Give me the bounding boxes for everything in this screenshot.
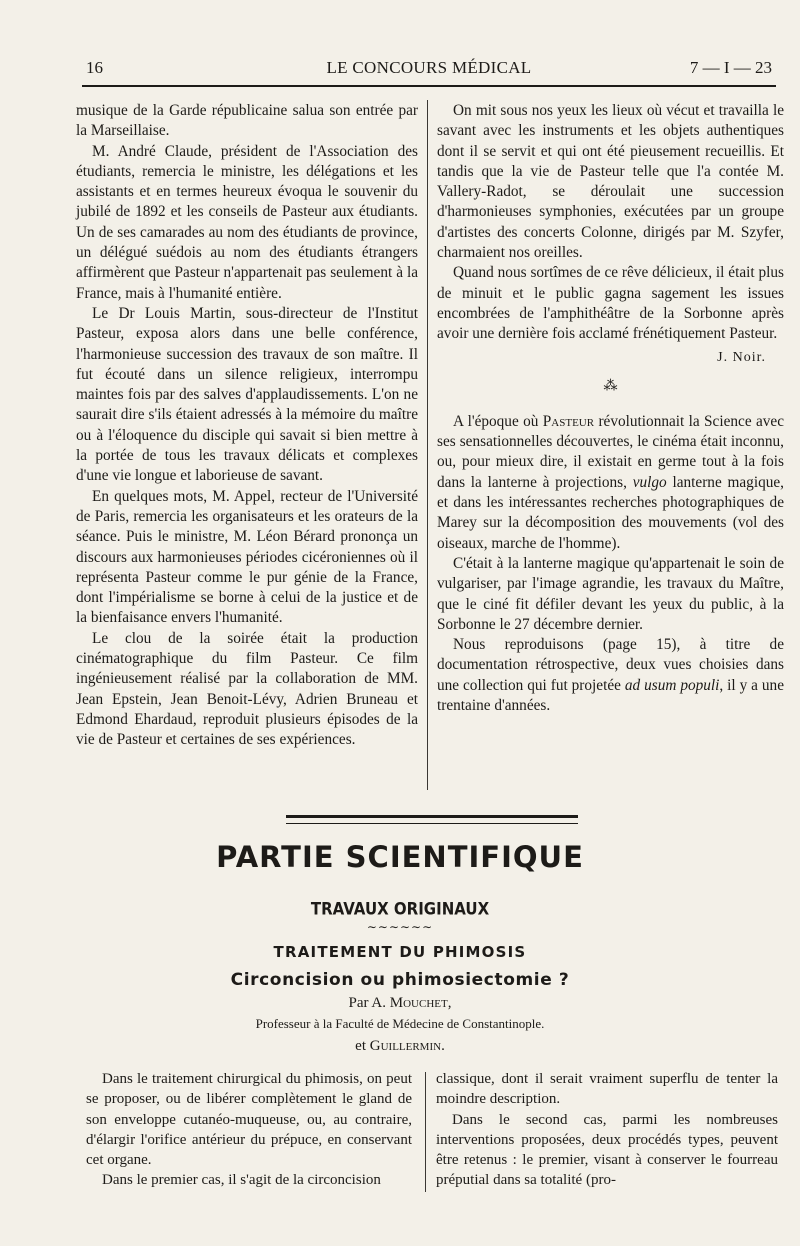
page-number: 16 [86,58,103,77]
journal-title: LE CONCOURS MÉDICAL [326,58,532,77]
paragraph: Dans le premier cas, il s'agit de la circoncision [102,1172,381,1189]
paragraph: Le clou de la soirée était la production cinématographique du film Pasteur. Ce film ingénieusement réalisé par la collaboration de MM. Jean Epstein, Jean Benoit-Lévy, Adrien Bruneau et Edmond Ehardaud, reproduit plusieurs épisodes de la vie de Pasteur et certaines de ses expériences. [76,629,418,749]
section-ornament-rule [286,815,578,824]
paragraph: A l'époque où Pasteur révolutionnait la Science avec ses sensationnelles découvertes, le cinéma était inconnu, ou, pour mieux dire, il existait en germe tout à la fois dans la lanterne à projections, vulgo lanterne magique, et dans les intéressantes recherches photographiques de Marey sur la décomposition des mouvements (vol des oiseaux, marche de l'homme). [437,412,785,552]
paragraph: classique, dont il serait vraiment superflu de tenter la moindre description. [436,1071,778,1108]
section-title: PARTIE SCIENTIFIQUE [216,840,584,874]
column-divider [425,1072,426,1192]
running-header [86,58,772,82]
paragraph: En quelques mots, M. Appel, recteur de l'Université de Paris, remercia les organisateurs et les orateurs de la séance. Puis le ministre, M. Léon Bérard prononça un discours aux harmonieuses périodes cicéroniennes où il représenta Pasteur comme le pur génie de la France, dont l'impérialisme se borne à celui de la justice et de la bienfaisance envers l'humanité. [76,487,418,627]
paragraph: Dans le traitement chirurgical du phimosis, on peut se proposer, ou de libérer complètement le gland de son enveloppe cutanéo-muqueuse, ou, au contraire, d'élargir l'orifice antérieur du prépuce, en conservant cet organe. [86,1071,412,1169]
paragraph: On mit sous nos yeux les lieux où vécut et travailla le savant avec les instruments et les objets authentiques dont il se servit et qui ont été pieusement recueillis. Et tandis que la vie de Pasteur telle que l'a contée M. Vallery-Radot, se déroulait une succession d'harmonieuses symphonies, exécutées par un groupe d'artistes des concerts Colonne, dirigés par M. Szyfer, charmaient nos oreilles. [437,102,784,262]
paragraph: Le Dr Louis Martin, sous-directeur de l'Institut Pasteur, exposa alors dans une belle conférence, l'harmonieuse succession des travaux de son maître. Il fut écouté dans un silence religieux, interrompu maintes fois par des salves d'applaudissements. L'on ne saurait dire s'ils étaient adressés à la mémoire du maître ou à l'éloquence du disciple qui savait si bien mettre à la portée de tous les travaux délicats et complexes d'une vie longue et laborieuse de savant. [76,304,418,485]
wave-ornament: ∼∼∼∼∼∼ [366,920,434,934]
article-subtitle: Circoncision ou phimosiectomie ? [230,970,570,990]
article-title: TRAITEMENT DU PHIMOSIS [273,943,527,961]
author-name: Mouchet, [389,995,452,1011]
section-subtitle: TRAVAUX ORIGINAUX [310,899,490,919]
left-column [76,101,418,751]
article-left-column [86,1069,412,1191]
issue-date: 7 — I — 23 [689,58,772,77]
paragraph: Dans le second cas, parmi les nombreuses interventions proposées, deux procédés types, peuvent être retenus : le premier, visant à conserver le fourreau préputial dans sa totalité (pro- [436,1111,778,1189]
header-rule [82,85,776,87]
paragraph: C'était à la lanterne magique qu'appartenait le soin de vulgariser, par l'image agrandie, les travaux du Maître, que le ciné fit défiler devant les yeux du public, à la Sorbonne le 27 décembre dernier. [437,554,784,633]
coauthor-name: Guillermin. [369,1038,445,1054]
author-line: Par A. Mouchet, [348,995,452,1011]
signature: J. Noir. [717,349,766,365]
paragraph: M. André Claude, président de l'Association des étudiants, remercia le ministre, les délégations et les assistants et en termes heureux évoqua le souvenir du jubilé de 1892 et les conseils de Pasteur aux étudiants. Un de ses camarades au nom des étudiants de province, un délégué suédois au nom des étudiants étrangers affirmèrent que Pasteur n'appartenait pas seulement à la France, mais à l'humanité entière. [76,142,418,302]
coauthor-line: et Guillermin. [355,1038,445,1054]
paragraph: musique de la Garde républicaine salua son entrée par la Marseillaise. [76,102,418,140]
right-column [437,101,784,716]
paragraph: Quand nous sortîmes de ce rêve délicieux, il était plus de minuit et le public gagna sagement les issues encombrées de l'amphithéâtre de la Sorbonne après avoir une dernière fois acclamé frénétiquement Pasteur. [437,264,784,343]
asterism: ⁂ [603,378,618,394]
paragraph: Nous reproduisons (page 15), à titre de documentation rétrospective, deux vues choisies dans une collection qui fut projetée ad usum populi, il y a une trentaine d'années. [437,636,784,715]
column-divider [427,100,428,790]
author-affiliation: Professeur à la Faculté de Médecine de Constantinople. [255,1016,545,1031]
article-right-column [436,1069,778,1191]
pasteur-name: Pasteur [542,412,595,430]
